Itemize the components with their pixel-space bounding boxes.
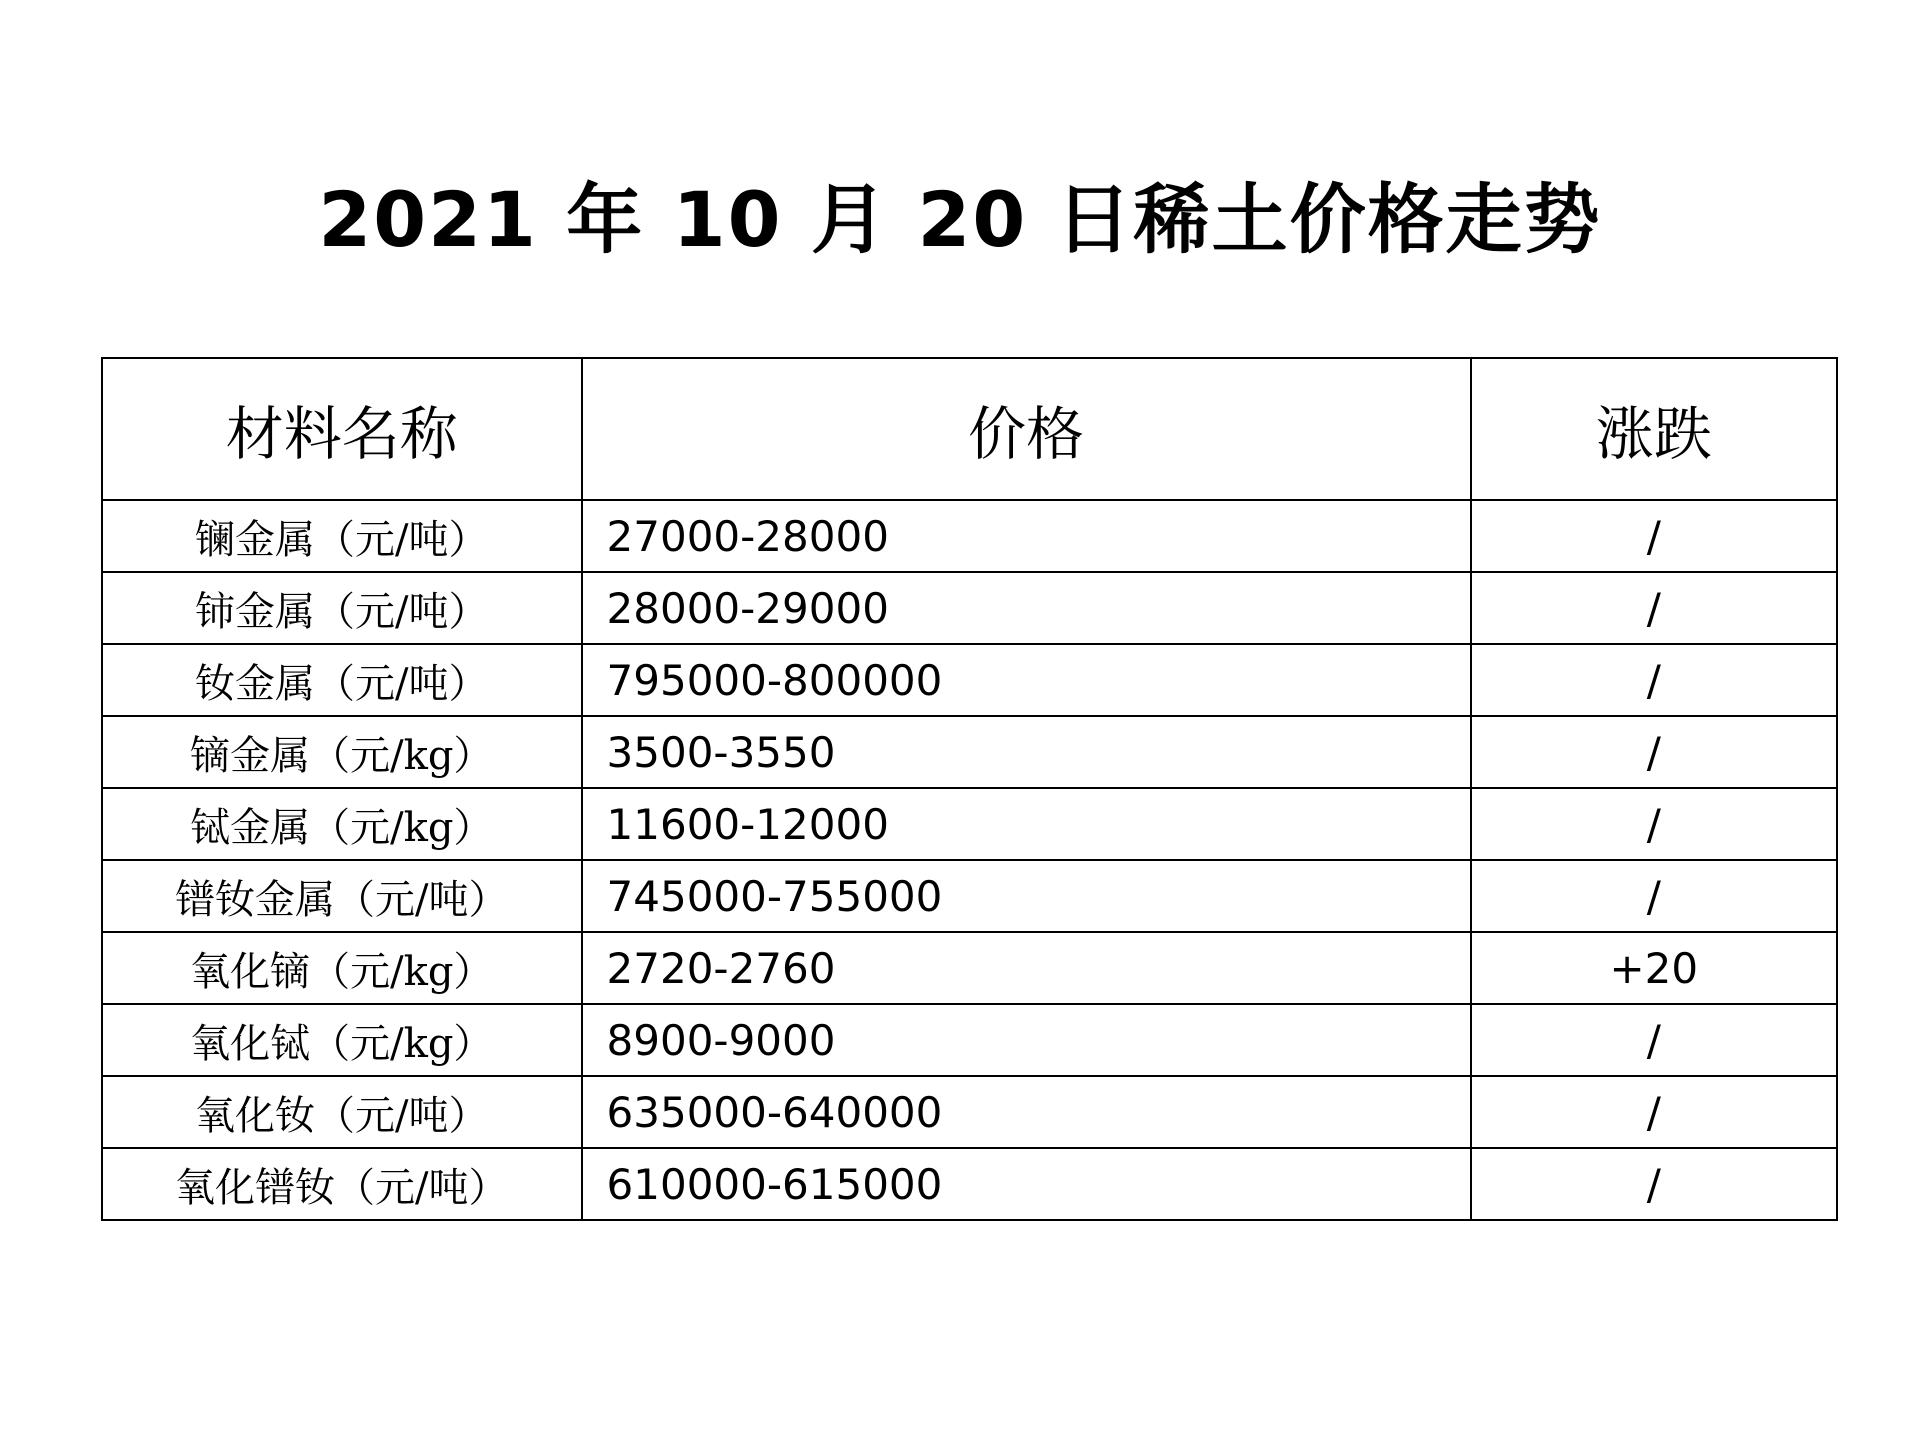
table-row xyxy=(102,716,1837,788)
material-name-cell: 氧化镝（元/kg） xyxy=(102,932,582,1004)
change-cell: +20 xyxy=(1471,932,1837,1004)
table-row xyxy=(102,932,1837,1004)
price-cell: 610000-615000 xyxy=(582,1148,1471,1220)
material-name-cell: 镧金属（元/吨） xyxy=(102,500,582,572)
header-material-name: 材料名称 xyxy=(102,358,582,500)
change-cell: / xyxy=(1471,1076,1837,1148)
material-name-cell: 钕金属（元/吨） xyxy=(102,644,582,716)
price-cell: 27000-28000 xyxy=(582,500,1471,572)
change-cell: / xyxy=(1471,860,1837,932)
material-name-cell: 铽金属（元/kg） xyxy=(102,788,582,860)
price-cell: 11600-12000 xyxy=(582,788,1471,860)
change-cell: / xyxy=(1471,1148,1837,1220)
material-name-cell: 镨钕金属（元/吨） xyxy=(102,860,582,932)
change-cell: / xyxy=(1471,644,1837,716)
material-name-cell: 氧化钕（元/吨） xyxy=(102,1076,582,1148)
change-cell: / xyxy=(1471,500,1837,572)
price-cell: 2720-2760 xyxy=(582,932,1471,1004)
change-cell: / xyxy=(1471,716,1837,788)
page-title: 2021 年 10 月 20 日稀土价格走势 xyxy=(318,175,1602,264)
price-cell: 745000-755000 xyxy=(582,860,1471,932)
table-row xyxy=(102,1076,1837,1148)
price-cell: 795000-800000 xyxy=(582,644,1471,716)
material-name-cell: 氧化镨钕（元/吨） xyxy=(102,1148,582,1220)
table-header-row xyxy=(102,358,1837,500)
table-row xyxy=(102,644,1837,716)
material-name-cell: 氧化铽（元/kg） xyxy=(102,1004,582,1076)
price-cell: 635000-640000 xyxy=(582,1076,1471,1148)
header-change: 涨跌 xyxy=(1471,358,1837,500)
price-cell: 3500-3550 xyxy=(582,716,1471,788)
header-price: 价格 xyxy=(582,358,1471,500)
change-cell: / xyxy=(1471,788,1837,860)
table-row xyxy=(102,1004,1837,1076)
change-cell: / xyxy=(1471,1004,1837,1076)
change-cell: / xyxy=(1471,572,1837,644)
material-name-cell: 镝金属（元/kg） xyxy=(102,716,582,788)
price-cell: 28000-29000 xyxy=(582,572,1471,644)
table-row xyxy=(102,1148,1837,1220)
table-row xyxy=(102,500,1837,572)
table-row xyxy=(102,572,1837,644)
material-name-cell: 铈金属（元/吨） xyxy=(102,572,582,644)
table-row xyxy=(102,860,1837,932)
price-cell: 8900-9000 xyxy=(582,1004,1471,1076)
table-row xyxy=(102,788,1837,860)
rare-earth-price-table xyxy=(101,357,1838,1221)
